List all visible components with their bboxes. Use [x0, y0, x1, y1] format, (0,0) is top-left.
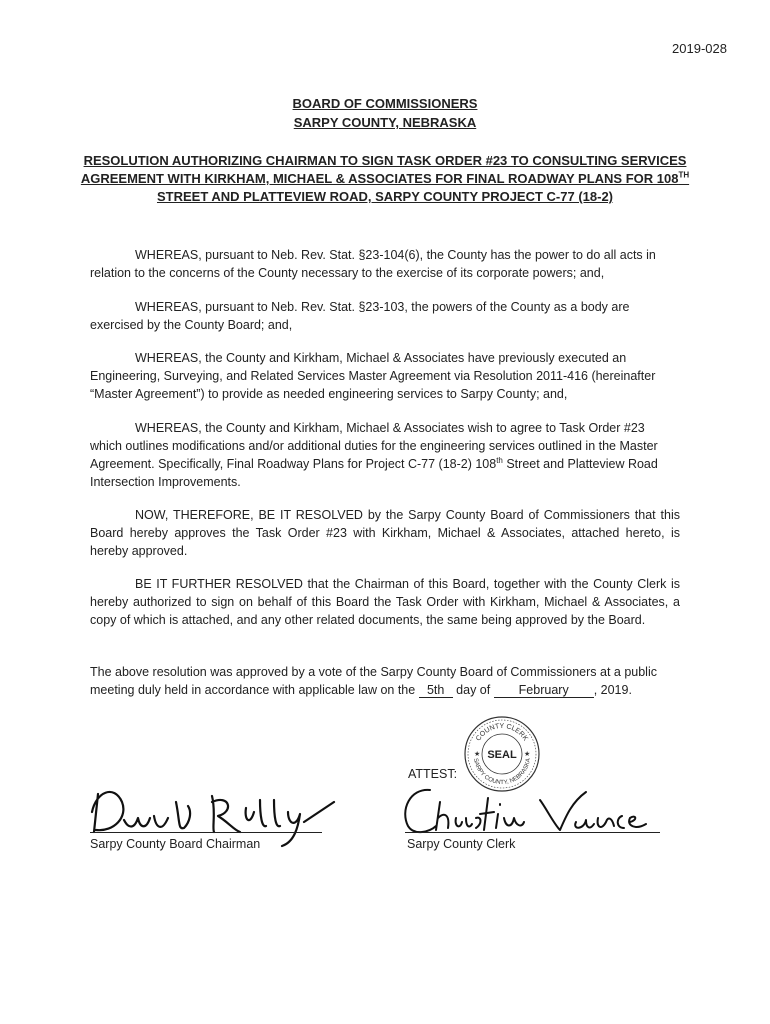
paragraph-text: NOW, THEREFORE, BE IT RESOLVED by the Sarpy County Board of Commissioners that this Board hereby approves the Task Order #23 with Kirkham, Michael & Associates, attached hereto, is hereby approved. — [90, 508, 680, 558]
svg-text:★: ★ — [474, 751, 481, 758]
resolved-paragraph — [90, 506, 680, 560]
chairman-signature-label: Sarpy County Board Chairman — [90, 837, 261, 851]
whereas-paragraph-1 — [90, 246, 680, 282]
paragraph-text: WHEREAS, pursuant to Neb. Rev. Stat. §23-104(6), the County has the power to do all acts in relation to the concerns of the County necessary to the exercise of its corporate powers; and, — [90, 248, 656, 280]
title-text-2: STREET AND PLATTEVIEW ROAD, SARPY COUNTY PROJECT C-77 (18-2) — [156, 189, 614, 204]
approval-text: The above resolution was approved by a vote of the Sarpy County Board of Commissioners at a public meeting duly held in accordance with applicable law on the — [90, 665, 657, 697]
clerk-signature-line — [405, 832, 660, 833]
resolution-title — [70, 152, 700, 206]
paragraph-text: Street and Platteview Road Intersection Improvements. — [90, 457, 658, 489]
chairman-signature-line — [90, 832, 322, 833]
whereas-paragraph-3 — [90, 349, 680, 403]
further-resolved-paragraph — [90, 575, 680, 629]
whereas-paragraph-4 — [90, 419, 680, 491]
seal-center-text: SEAL — [487, 749, 517, 761]
approval-text: day of — [452, 683, 494, 697]
paragraph-text: WHEREAS, the County and Kirkham, Michael & Associates wish to agree to Task Order #23 which outlines modifications and/or additional duties for the engineering services outlined in the Master Agreement. Specifically, Final Roadway Plans for Project C-77 (18-2) 108 — [90, 421, 658, 471]
attest-label: ATTEST: — [408, 767, 458, 781]
paragraph-text: BE IT FURTHER RESOLVED that the Chairman of this Board, together with the County Clerk is hereby authorized to sign on behalf of this Board the Task Order with Kirkham, Michael & Associates, a copy of which is attached, and any other related documents, the same being approved by the Board. — [90, 577, 680, 627]
board-heading: BOARD OF COMMISSIONERS — [292, 96, 478, 111]
seal-bottom-text: SARPY COUNTY, NEBRASKA — [472, 757, 532, 787]
clerk-signature-label: Sarpy County Clerk — [407, 837, 516, 851]
paragraph-superscript: th — [496, 455, 503, 465]
county-heading: SARPY COUNTY, NEBRASKA — [293, 115, 477, 130]
approval-text: , 2019. — [593, 683, 632, 697]
title-superscript: TH — [678, 170, 690, 180]
approval-day: 5th — [419, 683, 453, 698]
approval-month: February — [494, 683, 594, 698]
document-number: 2019-028 — [672, 41, 727, 56]
approval-statement — [90, 663, 680, 699]
seal-top-text: COUNTY CLERK — [475, 722, 529, 743]
whereas-paragraph-2 — [90, 298, 680, 334]
paragraph-text: WHEREAS, pursuant to Neb. Rev. Stat. §23-103, the powers of the County as a body are exercised by the County Board; and, — [90, 300, 630, 332]
title-text-1: RESOLUTION AUTHORIZING CHAIRMAN TO SIGN TASK ORDER #23 TO CONSULTING SERVICES AGREEMENT WITH KIRKHAM, MICHAEL & ASSOCIATES FOR FINAL ROADWAY PLANS FOR 108 — [80, 153, 687, 186]
paragraph-text: WHEREAS, the County and Kirkham, Michael & Associates have previously executed an Engineering, Surveying, and Related Services Master Agreement via Resolution 2011-416 (hereinafter “Master Agreement”) to provide as needed engineering services to Sarpy County; and, — [90, 351, 656, 401]
svg-text:★: ★ — [524, 751, 531, 758]
